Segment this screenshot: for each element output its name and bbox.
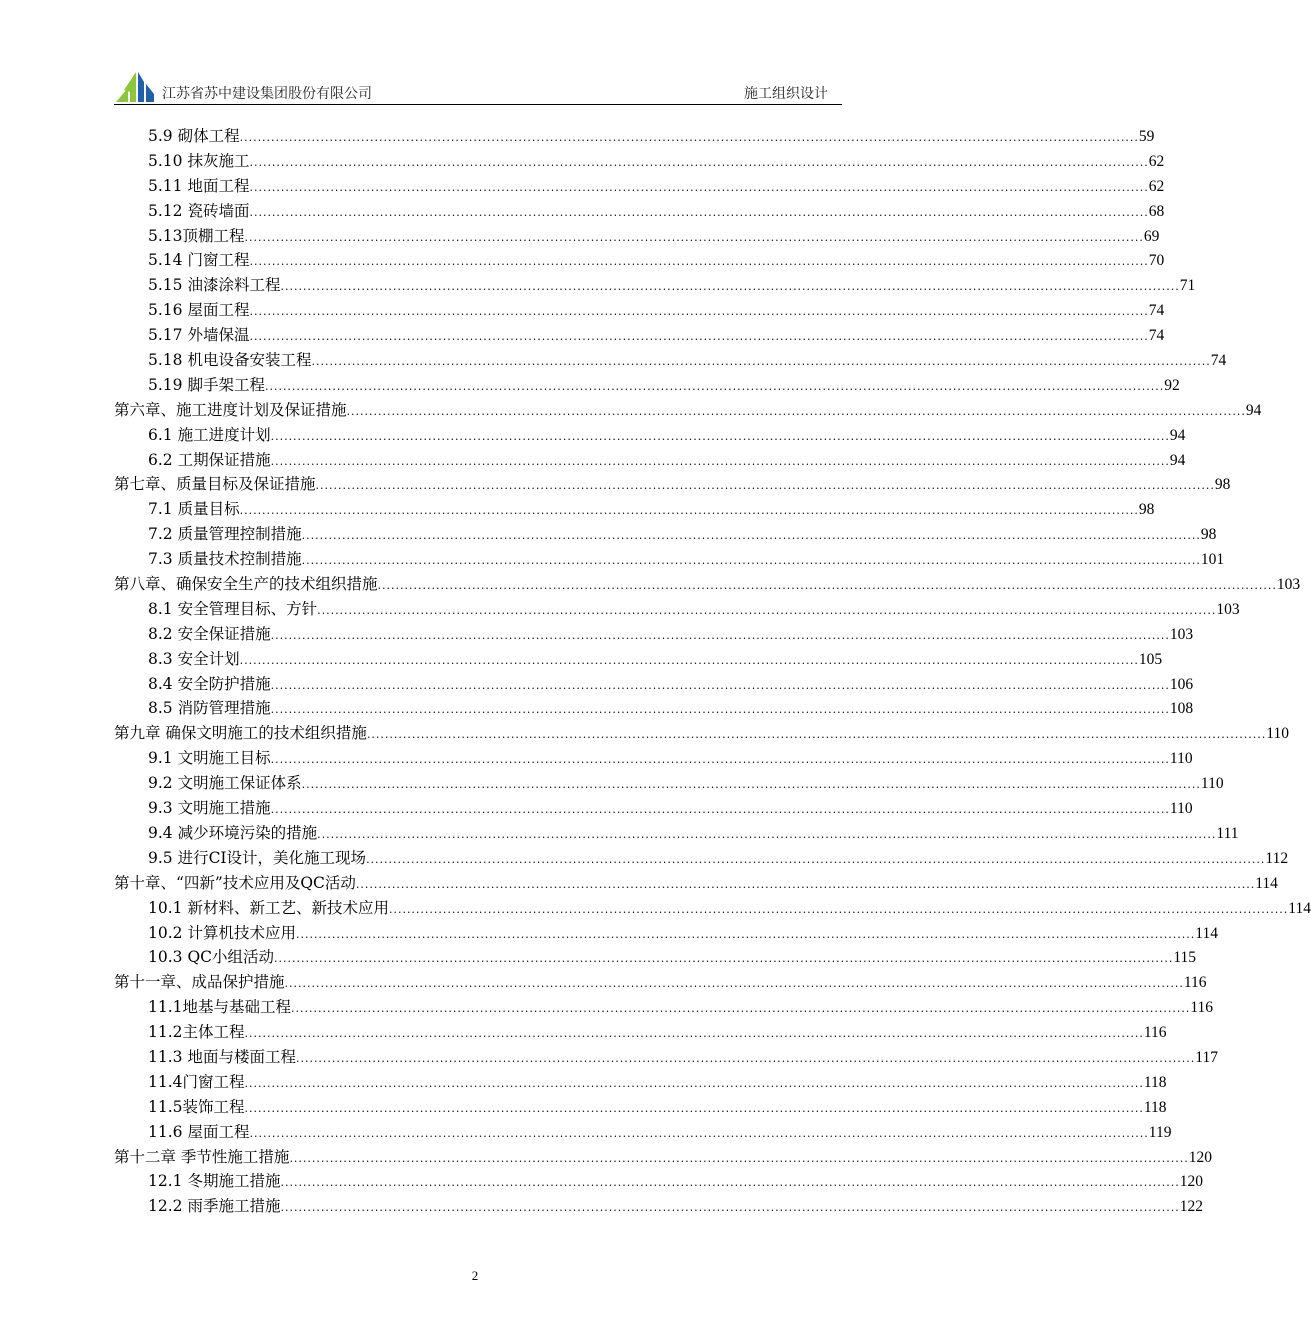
page-header [114,62,842,105]
toc-entry-page: 116 [1183,974,1207,992]
toc-entry-title: 第六章、施工进度计划及保证措施 [114,400,347,419]
toc-leader-dots: ........................................................................................................................................................................................................ [301,529,1201,543]
toc-entry-page: 71 [1179,277,1196,295]
toc-entry-page: 74 [1148,302,1165,320]
toc-entry-page: 110 [1266,725,1289,743]
toc-entry-page: 59 [1138,128,1155,145]
toc-leader-dots: ........................................................................................................................................................................................................ [249,1126,1149,1140]
table-of-contents [114,124,1311,1219]
toc-leader-dots: ........................................................................................................................................................................................................ [270,454,1170,468]
toc-leader-dots: ........................................................................................................................................................................................................ [244,1076,1144,1090]
toc-leader-dots: ........................................................................................................................................................................................................ [377,579,1277,593]
toc-section-entry[interactable] [114,248,1165,273]
toc-leader-dots: ........................................................................................................................................................................................................ [317,603,1217,617]
toc-leader-dots: ........................................................................................................................................................................................................ [239,653,1139,667]
toc-section-entry[interactable] [114,945,1197,970]
toc-section-entry[interactable] [114,323,1165,348]
toc-entry-page: 70 [1148,252,1165,270]
toc-entry-title: 12.2 雨季施工措施 [148,1197,281,1216]
toc-leader-dots: ........................................................................................................................................................................................................ [280,280,1180,294]
toc-entry-title: 5.17 外墙保温 [148,326,250,345]
toc-section-entry[interactable] [114,373,1180,398]
toc-chapter-entry[interactable] [114,871,1278,896]
toc-leader-dots: ........................................................................................................................................................................................................ [239,504,1139,518]
toc-entry-title: 9.3 文明施工措施 [148,799,271,818]
toc-entry-title: 9.4 减少环境污染的措施 [148,823,318,842]
page-number: 2 [471,1268,479,1283]
toc-entry-page: 74 [1210,352,1227,370]
toc-entry-title: 11.1地基与基础工程 [148,998,292,1017]
toc-section-entry[interactable] [114,696,1194,721]
toc-entry-title: 8.1 安全管理目标、方针 [148,599,318,618]
toc-entry-title: 11.4门窗工程 [148,1072,245,1091]
toc-entry-page: 98 [1200,526,1217,544]
toc-entry-title: 5.13顶棚工程 [148,226,245,245]
toc-entry-title: 9.2 文明施工保证体系 [148,774,302,793]
toc-section-entry[interactable] [114,796,1193,821]
toc-leader-dots: ........................................................................................................................................................................................................ [346,404,1246,418]
toc-section-entry[interactable] [114,522,1217,547]
toc-leader-dots: ........................................................................................................................................................................................................ [249,330,1149,344]
toc-entry-title: 7.1 质量目标 [148,500,240,519]
toc-entry-title: 10.2 计算机技术应用 [148,923,296,942]
toc-entry-page: 118 [1143,1098,1167,1116]
toc-entry-title: 10.3 QC小组活动 [148,948,275,967]
toc-leader-dots: ........................................................................................................................................................................................................ [311,355,1211,369]
toc-entry-title: 7.3 质量技术控制措施 [148,550,302,569]
toc-entry-page: 111 [1216,824,1239,842]
toc-entry-title: 10.1 新材料、新工艺、新技术应用 [148,898,389,917]
toc-section-entry[interactable] [114,896,1311,921]
toc-entry-title: 11.6 屋面工程 [148,1122,250,1141]
toc-entry-title: 5.18 机电设备安装工程 [148,351,312,370]
toc-leader-dots: ........................................................................................................................................................................................................ [317,827,1217,841]
toc-entry-title: 第十一章、成品保护措施 [114,973,285,992]
toc-entry-title: 5.11 地面工程 [148,176,250,195]
toc-section-entry[interactable] [114,921,1218,946]
toc-leader-dots: ........................................................................................................................................................................................................ [249,305,1149,319]
toc-leader-dots: ........................................................................................................................................................................................................ [249,180,1149,194]
toc-section-entry[interactable] [114,423,1186,448]
toc-leader-dots: ........................................................................................................................................................................................................ [270,803,1170,817]
toc-leader-dots: ........................................................................................................................................................................................................ [244,230,1144,244]
toc-entry-page: 114 [1255,874,1278,892]
toc-entry-page: 116 [1143,1024,1167,1042]
toc-section-entry[interactable] [114,224,1160,249]
toc-entry-page: 116 [1190,999,1214,1017]
toc-section-entry[interactable] [114,746,1193,771]
toc-section-entry[interactable] [114,672,1194,697]
toc-entry-page: 62 [1148,177,1165,195]
toc-entry-page: 106 [1169,675,1194,693]
toc-entry-title: 5.14 门窗工程 [148,251,250,270]
toc-leader-dots: ........................................................................................................................................................................................................ [249,155,1149,169]
toc-entry-page: 98 [1138,501,1155,519]
toc-entry-title: 5.19 脚手架工程 [148,375,265,394]
toc-leader-dots: ........................................................................................................................................................................................................ [315,479,1215,493]
toc-entry-page: 94 [1169,426,1186,444]
toc-entry-title: 11.5装饰工程 [148,1097,245,1116]
toc-entry-page: 62 [1148,152,1165,170]
toc-section-entry[interactable] [114,174,1165,199]
toc-entry-title: 9.5 进行CI设计，美化施工现场 [148,848,367,867]
toc-chapter-entry[interactable] [114,721,1289,746]
toc-entry-page: 118 [1143,1073,1167,1091]
toc-entry-page: 68 [1148,202,1165,220]
toc-section-entry[interactable] [114,348,1227,373]
toc-leader-dots: ........................................................................................................................................................................................................ [355,877,1256,891]
toc-section-entry[interactable] [114,771,1224,796]
toc-section-entry[interactable] [114,149,1165,174]
toc-entry-title: 12.1 冬期施工措施 [148,1172,281,1191]
toc-entry-title: 9.1 文明施工目标 [148,749,271,768]
toc-entry-title: 6.1 施工进度计划 [148,425,271,444]
toc-entry-title: 7.2 质量管理控制措施 [148,525,302,544]
toc-section-entry[interactable] [114,1169,1204,1194]
toc-leader-dots: ........................................................................................................................................................................................................ [270,429,1170,443]
toc-entry-title: 11.3 地面与楼面工程 [148,1047,296,1066]
toc-leader-dots: ........................................................................................................................................................................................................ [280,1201,1180,1215]
toc-entry-title: 第十章、“四新”技术应用及QC活动 [114,873,356,892]
toc-entry-title: 8.5 消防管理措施 [148,699,271,718]
toc-entry-page: 117 [1195,1048,1218,1066]
toc-entry-page: 120 [1188,1148,1213,1166]
toc-leader-dots: ........................................................................................................................................................................................................ [270,628,1170,642]
toc-section-entry[interactable] [114,622,1194,647]
toc-entry-page: 103 [1276,576,1301,594]
toc-leader-dots: ........................................................................................................................................................................................................ [264,379,1165,393]
toc-entry-title: 5.10 抹灰施工 [148,151,250,170]
toc-entry-title: 8.4 安全防护措施 [148,674,271,693]
toc-chapter-entry[interactable] [114,970,1207,995]
toc-leader-dots: ........................................................................................................................................................................................................ [239,131,1139,144]
toc-section-entry[interactable] [114,497,1155,522]
toc-section-entry[interactable] [114,1120,1172,1145]
toc-leader-dots: ........................................................................................................................................................................................................ [280,1176,1180,1190]
toc-section-entry[interactable] [114,547,1225,572]
toc-section-entry[interactable] [114,1095,1167,1120]
toc-leader-dots: ........................................................................................................................................................................................................ [301,554,1201,568]
toc-section-entry[interactable] [114,821,1239,846]
toc-leader-dots: ........................................................................................................................................................................................................ [295,1051,1196,1065]
toc-leader-dots: ........................................................................................................................................................................................................ [284,977,1184,991]
toc-leader-dots: ........................................................................................................................................................................................................ [244,1101,1144,1115]
toc-section-entry[interactable] [114,199,1165,224]
company-logo-icon [114,68,158,104]
toc-entry-page: 112 [1265,849,1289,867]
toc-entry-title: 第十二章 季节性施工措施 [114,1147,290,1166]
toc-section-entry[interactable] [114,1194,1204,1219]
toc-leader-dots: ........................................................................................................................................................................................................ [270,703,1170,717]
toc-leader-dots: ........................................................................................................................................................................................................ [388,902,1289,916]
toc-leader-dots: ........................................................................................................................................................................................................ [274,952,1174,966]
toc-leader-dots: ........................................................................................................................................................................................................ [244,1027,1144,1041]
toc-section-entry[interactable] [114,1020,1167,1045]
toc-leader-dots: ........................................................................................................................................................................................................ [249,255,1149,269]
toc-entry-page: 122 [1179,1198,1204,1216]
toc-entry-title: 第九章 确保文明施工的技术组织措施 [114,724,367,743]
toc-entry-page: 115 [1173,949,1197,967]
toc-leader-dots: ........................................................................................................................................................................................................ [289,1151,1189,1165]
toc-entry-title: 第七章、质量目标及保证措施 [114,475,316,494]
toc-entry-title: 6.2 工期保证措施 [148,450,271,469]
toc-section-entry[interactable] [114,995,1214,1020]
toc-entry-page: 101 [1200,551,1225,569]
toc-leader-dots: ........................................................................................................................................................................................................ [270,678,1170,692]
toc-leader-dots: ........................................................................................................................................................................................................ [366,728,1267,742]
toc-leader-dots: ........................................................................................................................................................................................................ [301,778,1201,792]
toc-entry-page: 92 [1164,376,1180,394]
company-name: 江苏省苏中建设集团股份有限公司 [162,86,372,102]
toc-entry-title: 5.9 砌体工程 [148,127,240,145]
toc-leader-dots: ........................................................................................................................................................................................................ [270,753,1170,767]
toc-entry-page: 94 [1245,401,1262,419]
toc-entry-page: 114 [1288,899,1311,917]
toc-entry-page: 110 [1169,750,1193,768]
toc-chapter-entry[interactable] [114,1145,1213,1170]
toc-entry-page: 108 [1169,700,1194,718]
toc-leader-dots: ........................................................................................................................................................................................................ [291,1002,1191,1016]
toc-section-entry[interactable] [114,1070,1167,1095]
toc-section-entry[interactable] [114,124,1155,149]
toc-entry-page: 120 [1179,1173,1204,1191]
toc-entry-title: 8.2 安全保证措施 [148,624,271,643]
toc-section-entry[interactable] [114,448,1186,473]
toc-section-entry[interactable] [114,846,1289,871]
toc-section-entry[interactable] [114,273,1196,298]
toc-entry-title: 5.16 屋面工程 [148,301,250,320]
toc-entry-title: 11.2主体工程 [148,1023,245,1042]
toc-entry-page: 110 [1200,775,1224,793]
toc-leader-dots: ........................................................................................................................................................................................................ [366,852,1266,866]
document-title: 施工组织设计 [744,86,828,102]
toc-leader-dots: ........................................................................................................................................................................................................ [295,927,1196,941]
toc-section-entry[interactable] [114,647,1163,672]
toc-entry-page: 103 [1169,625,1194,643]
toc-leader-dots: ........................................................................................................................................................................................................ [249,205,1149,219]
toc-entry-title: 5.15 油漆涂料工程 [148,276,281,295]
toc-entry-page: 110 [1169,800,1193,818]
toc-section-entry[interactable] [114,597,1240,622]
toc-section-entry[interactable] [114,1045,1218,1070]
toc-section-entry[interactable] [114,298,1165,323]
toc-entry-title: 8.3 安全计划 [148,649,240,668]
toc-entry-page: 119 [1148,1123,1172,1141]
toc-entry-page: 74 [1148,327,1165,345]
toc-entry-page: 105 [1138,650,1163,668]
toc-entry-page: 103 [1216,600,1240,618]
toc-chapter-entry[interactable] [114,472,1231,497]
toc-entry-page: 94 [1169,451,1186,469]
toc-chapter-entry[interactable] [114,572,1301,597]
toc-entry-page: 98 [1214,476,1231,494]
toc-entry-title: 5.12 瓷砖墙面 [148,201,250,220]
toc-chapter-entry[interactable] [114,398,1262,423]
toc-entry-page: 114 [1195,924,1218,942]
toc-entry-page: 69 [1143,227,1160,245]
toc-entry-title: 第八章、确保安全生产的技术组织措施 [114,575,378,594]
